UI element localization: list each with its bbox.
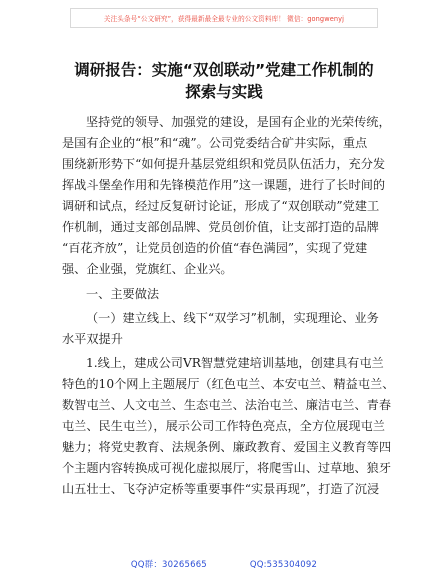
paragraph-line: 挥战斗堡垒作用和先锋模范作用”这一课题，进行了长时间的 [62,178,386,192]
paragraph-line: 作机制，通过支部创品牌、党员创价值，让支部打造的品牌 [62,220,379,234]
paragraph-line: 数智屯兰、人文屯兰、生态屯兰、法治屯兰、廉洁屯兰、青春 [62,398,392,412]
paragraph-line: 个主题内容转换成可视化虚拟展厅，将爬雪山、过草地、狼牙 [62,461,392,475]
document-title-line-2: 探索与实践 [185,83,263,101]
paragraph-line: 魅力；将党史教育、法规条例、廉政教育、爱国主义教育等四 [62,440,392,454]
footer-qq: QQ:535304092 [249,560,318,570]
header-banner [70,8,378,28]
paragraph-line: 调研和试点，经过反复研讨论证，形成了“双创联动”党建工 [62,199,380,213]
paragraph-line: 山五壮士、飞夺泸定桥等重要事件“实景再现”，打造了沉浸 [62,482,380,496]
paragraph-line: 特色的10个网上主题展厅（红色屯兰、本安屯兰、精益屯兰、 [62,377,395,391]
section-heading: 一、主要做法 [86,287,160,301]
paragraph-line: “百花齐放”，让党员创造的价值“春色满园”，实现了党建 [62,241,368,255]
paragraph-line: 强、企业强，党旗红、企业兴。 [62,262,233,276]
paragraph-line: 屯兰、民生屯兰），展示公司工作特色亮点，全方位展现屯兰 [62,419,385,433]
paragraph-line: 围绕新形势下“如何提升基层党组织和党员队伍活力，充分发 [62,157,386,171]
paragraph-line: 坚持党的领导、加强党的建设，是国有企业的光荣传统， [86,115,391,129]
paragraph-line: 是国有企业的“根”和“魂”。公司党委结合矿井实际，重点 [62,136,368,150]
subsection-heading: （一）建立线上、线下“双学习”机制，实现理论、业务 [86,311,379,325]
document-title-line-1: 调研报告：实施“双创联动”党建工作机制的 [74,61,374,79]
subsection-heading: 水平双提升 [62,332,123,346]
paragraph-line: 1.线上，建成公司VR智慧党建培训基地，创建具有屯兰 [86,356,384,370]
footer-qq-group: QQ群：30265665 [130,560,207,570]
footer-contact [0,558,448,570]
banner-text: 关注头条号“公文研究”，获得最新最全最专业的公文资料库！ 微信：gongwenyj [103,15,345,23]
